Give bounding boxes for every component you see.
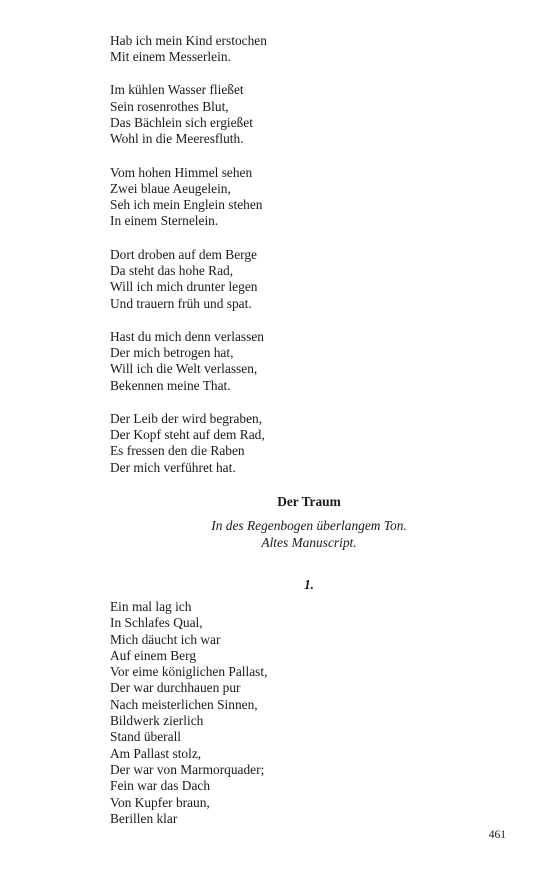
verse-line: Mit einem Messerlein. — [110, 49, 231, 65]
verse-line: Vom hohen Himmel sehen — [110, 164, 253, 180]
poem-subtitle-source: Altes Manuscript. — [261, 535, 357, 550]
verse-line: Seh ich mein Englein stehen — [110, 197, 263, 213]
verse-line: Der war durchhauen pur — [110, 680, 241, 696]
verse-line: Bildwerk zierlich — [110, 713, 204, 729]
verse-line: Da steht das hohe Rad, — [110, 262, 234, 278]
poem-section-1 — [110, 599, 510, 827]
verse-line: Der mich betrogen hat, — [110, 345, 234, 361]
verse-line: Fein war das Dach — [110, 778, 211, 794]
verse-line: Der Kopf steht auf dem Rad, — [110, 427, 265, 443]
verse-line: Wohl in die Meeresfluth. — [110, 131, 244, 147]
page-number: 461 — [488, 829, 506, 841]
verse-line: Sein rosenrothes Blut, — [110, 98, 229, 114]
verse-line: Am Pallast stolz, — [110, 745, 202, 761]
verse-line: Im kühlen Wasser fließet — [110, 82, 244, 98]
verse-line: Hast du mich denn verlassen — [110, 328, 264, 344]
verse-line: Der war von Marmorquader; — [110, 761, 265, 777]
verse-line: Von Kupfer braun, — [110, 794, 210, 810]
verse-line: Berillen klar — [110, 810, 178, 826]
verse-line: Nach meisterlichen Sinnen, — [110, 696, 258, 712]
verse-line: Der mich verführet hat. — [110, 459, 236, 475]
verse-line: Bekennen meine That. — [110, 377, 231, 393]
stanza — [110, 165, 510, 230]
intro-poem-stanzas — [110, 33, 510, 493]
verse-line: Der Leib der wird begraben, — [110, 410, 263, 426]
verse-line: Hab ich mein Kind erstochen — [110, 33, 267, 48]
verse-line: Vor eime königlichen Pallast, — [110, 664, 268, 680]
verse-line: Mich däucht ich war — [110, 631, 221, 647]
verse-line: Und trauern früh und spat. — [110, 295, 252, 311]
verse-line: Es fressen den die Raben — [110, 443, 245, 459]
verse-line: Dort droben auf dem Berge — [110, 246, 258, 262]
stanza — [110, 33, 510, 66]
section-number: 1. — [303, 577, 315, 592]
stanza — [110, 82, 510, 147]
verse-line: Ein mal lag ich — [110, 599, 192, 614]
verse-line: In Schlafes Qual, — [110, 615, 203, 631]
stanza — [110, 329, 510, 394]
poem-subtitle-tune: In des Regenbogen überlangem Ton. — [211, 518, 407, 533]
verse-line: Will ich die Welt verlassen, — [110, 361, 258, 377]
verse-line: Stand überall — [110, 729, 182, 745]
poem-title: Der Traum — [277, 494, 341, 509]
verse-line: Will ich mich drunter legen — [110, 279, 258, 295]
stanza — [110, 247, 510, 312]
stanza — [110, 411, 510, 476]
verse-line: Das Bächlein sich ergießet — [110, 115, 253, 131]
verse-line: In einem Sternelein. — [110, 213, 219, 229]
verse-line: Zwei blaue Aeugelein, — [110, 180, 231, 196]
verse-line: Auf einem Berg — [110, 647, 197, 663]
